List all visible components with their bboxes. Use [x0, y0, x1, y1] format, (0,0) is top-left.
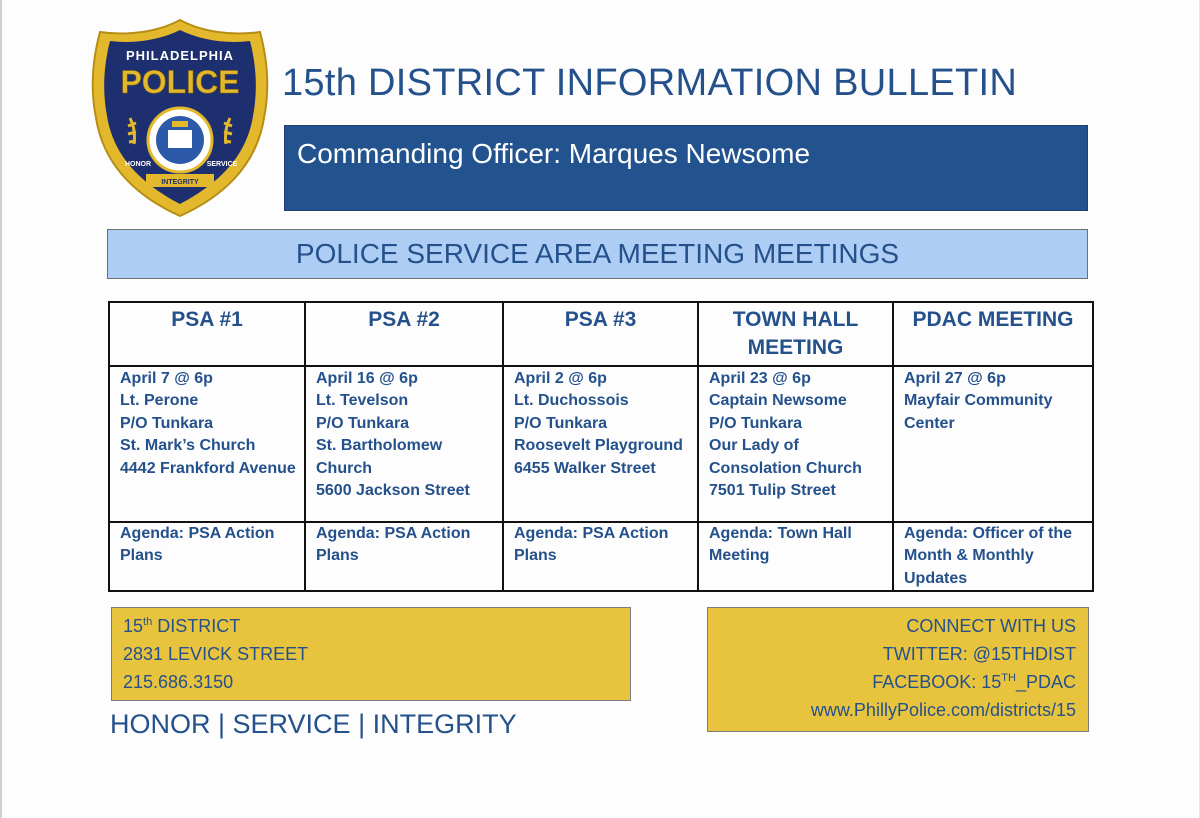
district-name: [123, 612, 630, 640]
detail-line: Captain Newsome: [709, 392, 847, 410]
district-number-suffix: th: [143, 616, 153, 628]
detail-line: Center: [904, 414, 955, 432]
detail-line: 5600 Jackson Street: [316, 482, 470, 500]
badge-dept-text: POLICE: [120, 64, 240, 100]
agenda-line: Month & Monthly: [904, 547, 1034, 565]
badge-service-text: SERVICE: [206, 161, 238, 168]
agenda-line: Plans: [514, 547, 557, 565]
detail-line: Consolation Church: [709, 459, 862, 477]
detail-line: April 27 @ 6p: [904, 370, 1006, 387]
detail-line: April 7 @ 6p: [120, 370, 213, 387]
district-phone: 215.686.3150: [123, 672, 234, 692]
commanding-officer-text: Commanding Officer: Marques Newsome: [297, 138, 811, 169]
detail-line: 4442 Frankford Avenue: [120, 459, 296, 477]
detail-line: April 23 @ 6p: [709, 370, 811, 387]
header-pdac: PDAC MEETING: [893, 302, 1093, 366]
header-psa-1: PSA #1: [109, 302, 305, 366]
detail-line: P/O Tunkara: [120, 414, 214, 432]
details-town-hall: [698, 366, 893, 522]
facebook-suffix: _PDAC: [1015, 672, 1076, 692]
agenda-line: Updates: [904, 569, 968, 587]
detail-line: Lt. Tevelson: [316, 392, 409, 410]
motto: HONOR | SERVICE | INTEGRITY: [110, 709, 517, 739]
detail-line: St. Mark’s Church: [120, 437, 256, 455]
agenda-psa-2: [305, 522, 503, 591]
detail-line: Lt. Perone: [120, 392, 199, 410]
police-badge-logo: [88, 18, 272, 218]
detail-line: Roosevelt Playground: [514, 437, 683, 455]
detail-line: April 16 @ 6p: [316, 370, 418, 387]
detail-line: St. Bartholomew: [316, 437, 443, 455]
details-psa-1: [109, 366, 305, 522]
commanding-officer-box: [284, 125, 1088, 211]
agenda-line: Agenda: Officer of the: [904, 525, 1073, 542]
agenda-line: Meeting: [709, 547, 770, 565]
badge-emblem: [88, 18, 272, 218]
detail-line: P/O Tunkara: [709, 414, 803, 432]
facebook-prefix: FACEBOOK: 15: [872, 672, 1002, 692]
agenda-line: Agenda: PSA Action: [120, 525, 275, 542]
twitter-handle[interactable]: TWITTER: @15THDIST: [882, 644, 1076, 664]
website-link[interactable]: www.PhillyPolice.com/districts/15: [810, 700, 1076, 720]
detail-line: 6455 Walker Street: [514, 459, 656, 477]
badge-honor-text: HONOR: [124, 161, 152, 168]
detail-line: P/O Tunkara: [514, 414, 608, 432]
connect-heading: CONNECT WITH US: [906, 616, 1076, 636]
agenda-town-hall: [698, 522, 893, 591]
connect-box: [707, 607, 1089, 732]
agenda-line: Plans: [120, 547, 163, 565]
detail-line: Lt. Duchossois: [514, 392, 629, 410]
header-town-hall-label: TOWN HALL MEETING: [732, 308, 859, 359]
header-psa-2: PSA #2: [305, 302, 503, 366]
detail-line: P/O Tunkara: [316, 414, 410, 432]
header-psa-3: PSA #3: [503, 302, 698, 366]
agenda-line: Plans: [316, 547, 359, 565]
detail-line: Mayfair Community: [904, 392, 1053, 410]
details-psa-3: [503, 366, 698, 522]
details-psa-2: [305, 366, 503, 522]
detail-line: April 2 @ 6p: [514, 370, 607, 387]
district-address-box: [111, 607, 631, 701]
psa-meetings-banner: POLICE SERVICE AREA MEETING MEETINGS: [107, 229, 1088, 279]
details-pdac: [893, 366, 1093, 522]
meetings-table: [108, 301, 1094, 592]
agenda-psa-3: [503, 522, 698, 591]
agenda-line: Agenda: Town Hall: [709, 525, 852, 542]
agenda-pdac: [893, 522, 1093, 591]
facebook-handle[interactable]: [708, 668, 1076, 696]
agenda-line: Agenda: PSA Action: [316, 525, 471, 542]
district-number: 15: [123, 616, 144, 636]
facebook-sup: TH: [1001, 672, 1016, 684]
badge-integrity-text: INTEGRITY: [161, 179, 199, 186]
district-street: 2831 LEVICK STREET: [123, 644, 309, 664]
agenda-line: Agenda: PSA Action: [514, 525, 669, 542]
page-edge: [0, 0, 2, 818]
detail-line: Church: [316, 459, 372, 477]
detail-line: Our Lady of: [709, 437, 799, 455]
badge-city-text: PHILADELPHIA: [125, 48, 235, 63]
detail-line: 7501 Tulip Street: [709, 482, 836, 500]
district-word: DISTRICT: [157, 616, 241, 636]
header-town-hall: [698, 302, 893, 366]
agenda-psa-1: [109, 522, 305, 591]
bulletin-title: 15th DISTRICT INFORMATION BULLETIN: [282, 62, 1018, 104]
